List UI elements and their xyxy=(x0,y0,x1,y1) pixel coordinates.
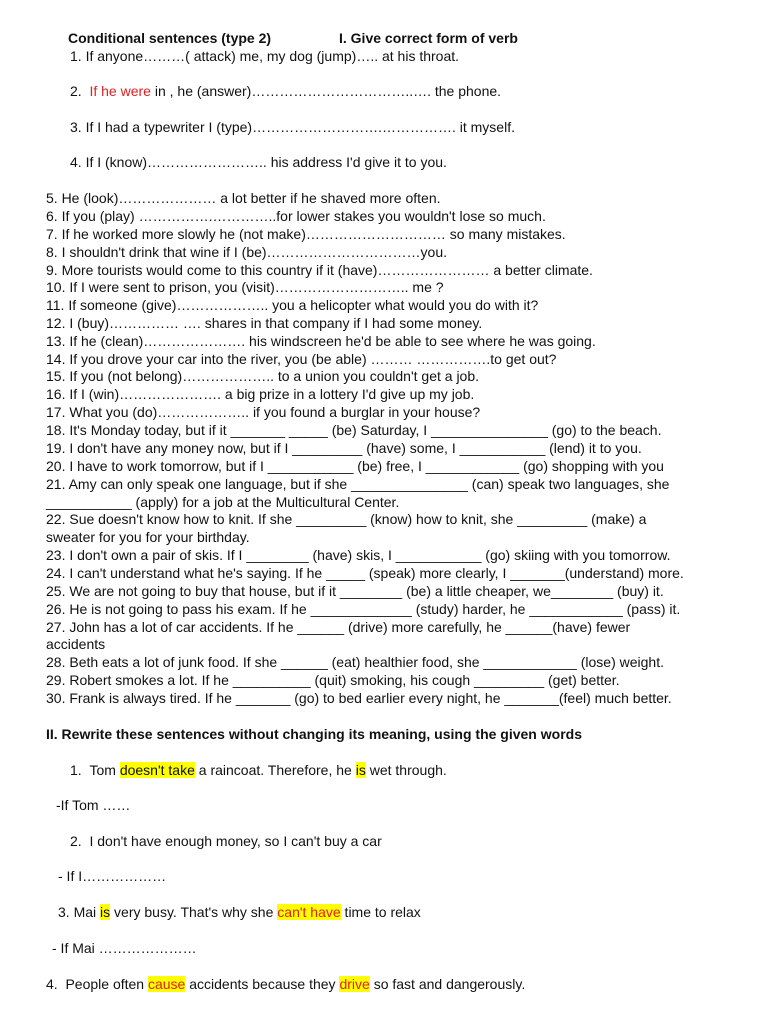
text: a raincoat. Therefore, he xyxy=(194,762,356,778)
exercise-item-22-cont: sweater for you for your birthday. xyxy=(46,529,250,545)
text: accidents because they xyxy=(185,976,340,992)
worksheet-title: Conditional sentences (type 2) xyxy=(68,30,272,46)
rewrite-sentence-2 xyxy=(70,833,382,850)
exercise-item-30: 30. Frank is always tired. If he _______ (go) to bed earlier every night, he _______(feel) much better. xyxy=(46,690,672,706)
exercise-item-9: 9. More tourists would come to this country if it (have)…………………… a better climate. xyxy=(46,262,593,278)
exercise-item-19: 19. I don't have any money now, but if I _________ (have) some, I ___________ (lend) it to you. xyxy=(46,440,642,456)
exercise-item-25: 25. We are not going to buy that house, but if it ________ (be) a little cheaper, we________ (buy) it. xyxy=(46,583,664,599)
text: I don't have enough money, so I can't buy a car xyxy=(89,833,382,849)
item-number: 3. xyxy=(58,904,70,920)
highlighted-red-word: can't have xyxy=(277,904,341,920)
exercise-item-7: 7. If he worked more slowly he (not make)………………………… so many mistakes. xyxy=(46,226,566,242)
item-text: in , he (answer)……………………………..…. the phone. xyxy=(150,83,502,99)
rewrite-sentence-3 xyxy=(58,904,421,921)
exercise-item-29: 29. Robert smokes a lot. If he __________ (quit) smoking, his cough _________ (get) better. xyxy=(46,672,620,688)
item-number: 2. xyxy=(70,833,82,849)
exercise-item-3: 3. If I had a typewriter I (type)……………………….……………. it myself. xyxy=(70,119,515,135)
text: so fast and dangerously. xyxy=(369,976,526,992)
exercise-item-22: 22. Sue doesn't know how to knit. If she _________ (know) how to knit, she _________ (make) a xyxy=(46,511,647,527)
highlighted-word: is xyxy=(100,904,111,920)
text: time to relax xyxy=(340,904,421,920)
rewrite-sentence-1 xyxy=(70,762,447,779)
exercise-item-24: 24. I can't understand what he's saying. If he _____ (speak) more clearly, I _______(understand) more. xyxy=(46,565,684,581)
exercise-item-10: 10. If I were sent to prison, you (visit)……………………….. me ? xyxy=(46,279,444,295)
item-number: 4. xyxy=(46,976,58,992)
exercise-item-1: 1. If anyone………( attack) me, my dog (jump)….. at his throat. xyxy=(70,48,460,64)
item-number: 2. xyxy=(70,83,82,99)
text: wet through. xyxy=(365,762,447,778)
exercise-item-13: 13. If he (clean)…………………. his windscreen he'd be able to see where he was going. xyxy=(46,333,596,349)
highlighted-red-word: cause xyxy=(147,976,186,992)
text: Tom xyxy=(89,762,120,778)
text: People often xyxy=(65,976,148,992)
red-highlighted-text: If he were xyxy=(89,83,151,99)
section-2-heading: II. Rewrite these sentences without changing its meaning, using the given words xyxy=(46,726,582,742)
exercise-item-17: 17. What you (do)……………….. if you found a burglar in your house? xyxy=(46,404,481,420)
exercise-item-16: 16. If I (win)…………………. a big prize in a lottery I'd give up my job. xyxy=(46,386,475,402)
item-number: 1. xyxy=(70,762,82,778)
rewrite-prompt-2: - If I……………… xyxy=(58,868,167,884)
exercise-item-2 xyxy=(70,83,501,100)
exercise-item-26: 26. He is not going to pass his exam. If he _____________ (study) harder, he ____________ (pass) it. xyxy=(46,601,681,617)
exercise-item-6: 6. If you (play) …………….…………..for lower stakes you wouldn't lose so much. xyxy=(46,208,546,224)
text: very busy. That's why she xyxy=(110,904,278,920)
exercise-item-28: 28. Beth eats a lot of junk food. If she ______ (eat) healthier food, she ____________ (lose) weight. xyxy=(46,654,664,670)
exercise-item-15: 15. If you (not belong)……………….. to a union you couldn't get a job. xyxy=(46,368,480,384)
rewrite-prompt-1: -If Tom …… xyxy=(56,797,131,813)
exercise-item-18: 18. It's Monday today, but if it _______ _____ (be) Saturday, I _______________ (go) to the beach. xyxy=(46,422,662,438)
highlighted-word: doesn't take xyxy=(119,762,195,778)
exercise-item-8: 8. I shouldn't drink that wine if I (be)……………………………you. xyxy=(46,244,448,260)
exercise-item-27-cont: accidents xyxy=(46,636,106,652)
highlighted-word: is xyxy=(355,762,366,778)
exercise-item-21: 21. Amy can only speak one language, but if she _______________ (can) speak two languages, she xyxy=(46,476,670,492)
exercise-item-21-cont: ___________ (apply) for a job at the Multicultural Center. xyxy=(46,494,400,510)
highlighted-red-word: drive xyxy=(339,976,370,992)
exercise-item-4: 4. If I (know)…………………….. his address I'd give it to you. xyxy=(70,154,447,170)
exercise-item-14: 14. If you drove your car into the river, you (be able) ……… …………….to get out? xyxy=(46,351,557,367)
text: Mai xyxy=(73,904,101,920)
exercise-item-5: 5. He (look)………………… a lot better if he shaved more often. xyxy=(46,190,441,206)
rewrite-sentence-4 xyxy=(46,976,525,993)
exercise-item-20: 20. I have to work tomorrow, but if I ___________ (be) free, I ____________ (go) shopping with you xyxy=(46,458,664,474)
section-1-heading: I. Give correct form of verb xyxy=(339,30,518,46)
exercise-item-12: 12. I (buy)…………… …. shares in that company if I had some money. xyxy=(46,315,483,331)
rewrite-prompt-3: - If Mai ………………… xyxy=(52,940,197,956)
exercise-item-23: 23. I don't own a pair of skis. If I ________ (have) skis, I ___________ (go) skiing with you tomorrow. xyxy=(46,547,671,563)
exercise-item-27: 27. John has a lot of car accidents. If he ______ (drive) more carefully, he ______(have) fewer xyxy=(46,619,631,635)
exercise-item-11: 11. If someone (give)……………….. you a helicopter what would you do with it? xyxy=(46,297,539,313)
